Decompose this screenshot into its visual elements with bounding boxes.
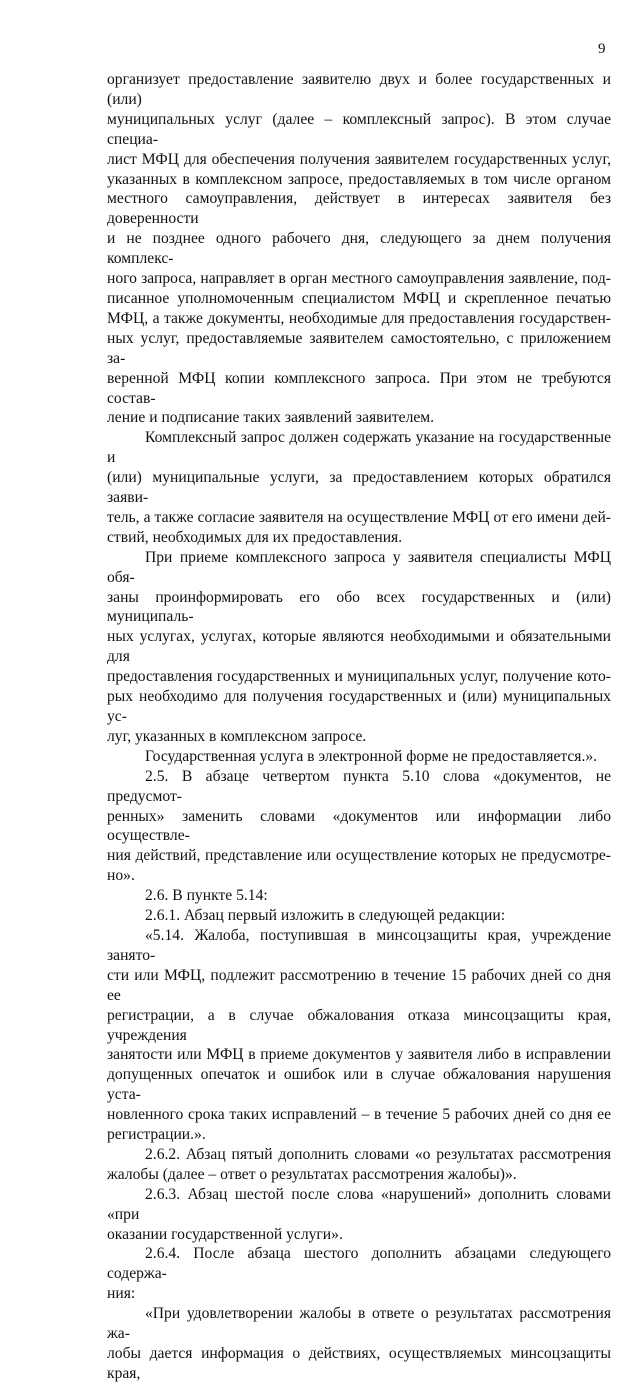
text-line: МФЦ, а также документы, необходимые для предоставления государствен- (107, 309, 611, 327)
text-line: предоставления государственных и муниципальных услуг, получение кото- (107, 668, 611, 686)
text-line: допущенных опечаток и ошибок или в случае обжалования нарушения уста- (107, 1066, 611, 1104)
text-line: Комплексный запрос должен содержать указание на государственные и (107, 429, 611, 467)
text-line: 2.6.1. Абзац первый изложить в следующей редакции: (145, 907, 506, 925)
text-line: 2.6.4. После абзаца шестого дополнить абзацами следующего содержа- (107, 1245, 611, 1283)
text-line: 2.6.2. Абзац пятый дополнить словами «о результатах рассмотрения (145, 1145, 611, 1163)
text-line: 2.6.3. Абзац шестой после слова «нарушений» дополнить словами «при (107, 1185, 611, 1223)
text-line: ния действий, представление или осуществление которых не предусмотре- (107, 847, 611, 865)
document-body (107, 70, 611, 1384)
text-line: и не позднее одного рабочего дня, следующего за днем получения комплекс- (107, 230, 611, 268)
text-line: «5.14. Жалоба, поступившая в минсоцзащиты края, учреждение занято- (107, 926, 611, 964)
text-line: сти или МФЦ, подлежит рассмотрению в течение 15 рабочих дней со дня ее (107, 966, 611, 1004)
text-line: оказании государственной услуги». (107, 1225, 343, 1243)
text-line: заны проинформировать его обо всех государственных и (или) муниципаль- (107, 588, 611, 626)
text-line: ренных» заменить словами «документов или информации либо осуществле- (107, 807, 611, 845)
text-line: ных услугах, услугах, которые являются необходимыми и обязательными для (107, 628, 611, 666)
text-line: организует предоставление заявителю двух и более государственных и (или) (107, 71, 611, 108)
text-line: ного запроса, направляет в орган местного самоуправления заявление, под- (107, 270, 611, 288)
text-line: ных услуг, предоставляемые заявителем самостоятельно, с приложением за- (107, 329, 611, 367)
text-line: регистрации, а в случае обжалования отказа минсоцзащиты края, учреждения (107, 1006, 611, 1044)
text-line: При приеме комплексного запроса у заявителя специалисты МФЦ обя- (107, 548, 611, 586)
text-line: но». (107, 867, 135, 885)
text-line: ление и подписание таких заявлений заявителем. (107, 409, 435, 427)
text-line: веренной МФЦ копии комплексного запроса. При этом не требуются состав- (107, 369, 611, 407)
text-line: «При удовлетворении жалобы в ответе о результатах рассмотрения жа- (107, 1305, 611, 1343)
text-line: местного самоуправления, действует в интересах заявителя без доверенности (107, 190, 611, 228)
text-line: лобы дается информация о действиях, осуществляемых минсоцзащиты края, (107, 1345, 611, 1382)
text-line: занятости или МФЦ в приеме документов у заявителя либо в исправлении (107, 1046, 611, 1064)
text-line: новленного срока таких исправлений – в течение 5 рабочих дней со дня ее (107, 1106, 611, 1124)
text-line: ствий, необходимых для их предоставления. (107, 528, 403, 546)
text-line: рых необходимо для получения государственных и (или) муниципальных ус- (107, 688, 611, 725)
text-line: (или) муниципальные услуги, за предоставлением которых обратился заяви- (107, 469, 611, 507)
text-line: тель, а также согласие заявителя на осуществление МФЦ от его имени дей- (107, 508, 611, 526)
text-line: 2.5. В абзаце четвертом пункта 5.10 слова «документов, не предусмот- (107, 767, 611, 805)
text-line: лист МФЦ для обеспечения получения заявителем государственных услуг, (107, 150, 611, 168)
page-number: 9 (598, 41, 606, 57)
text-line: Государственная услуга в электронной форме не предоставляется.». (145, 747, 598, 765)
text-line: луг, указанных в комплексном запросе. (107, 727, 367, 745)
text-line: писанное уполномоченным специалистом МФЦ и скрепленное печатью (107, 289, 611, 307)
text-line: жалобы (далее – ответ о результатах рассмотрения жалобы)». (107, 1165, 517, 1183)
text-line: муниципальных услуг (далее – комплексный запрос). В этом случае специа- (107, 110, 611, 148)
text-line: регистрации.». (107, 1126, 206, 1144)
text-line: указанных в комплексном запросе, предоставляемых в том числе органом (107, 170, 611, 188)
text-line: 2.6. В пункте 5.14: (145, 887, 268, 905)
text-line: ния: (107, 1285, 136, 1303)
